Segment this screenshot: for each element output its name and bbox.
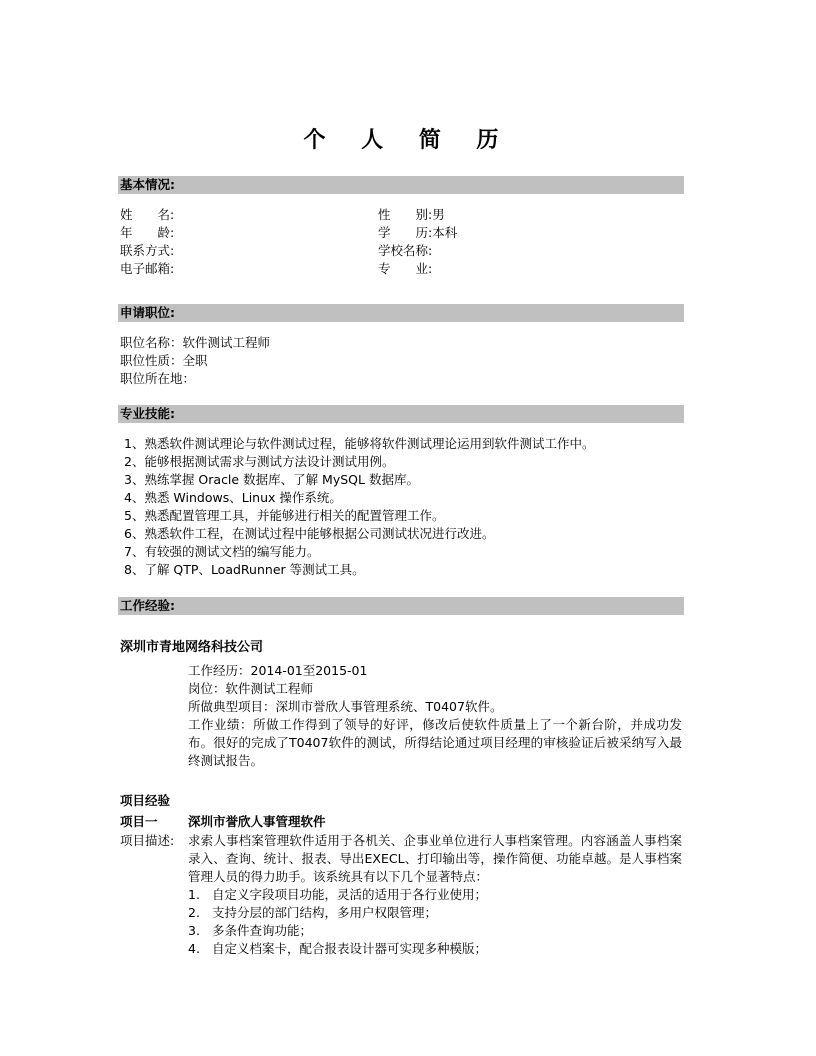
position-location: 职位所在地： [120, 371, 196, 386]
list-item [188, 940, 487, 958]
company-name: 深圳市青地网络科技公司 [120, 640, 264, 655]
list-item [188, 904, 487, 922]
project-label: 项目一 [120, 814, 158, 829]
field-value: 本科 [432, 225, 458, 240]
skill-item: 3、熟练掌握 Oracle 数据库、了解 MySQL 数据库。 [124, 472, 419, 487]
section-header-position: 申请职位: [118, 304, 684, 322]
skill-item: 6、熟悉软件工程，在测试过程中能够根据公司测试状况进行改进。 [124, 526, 495, 541]
list-number: 2. [188, 905, 200, 920]
list-item [188, 886, 487, 904]
skill-item: 7、有较强的测试文档的编写能力。 [124, 544, 320, 559]
field-label: 电子邮箱: [120, 261, 175, 276]
field-label: 姓 名: [120, 207, 175, 222]
list-number: 4. [188, 941, 200, 956]
work-project: 所做典型项目：深圳市誉欣人事管理系统、T0407软件。 [188, 699, 503, 714]
list-text: 自定义字段项目功能，灵活的适用于各行业使用； [212, 887, 488, 902]
project-description: 求索人事档案管理软件适用于各机关、企事业单位进行人事档案管理。内容涵盖人事档案录入、查询、统计、报表、导出EXECL、打印输出等，操作简便、功能卓越。是人事档案管理人员的得力助手。该系统具有以下几个显著特点： [188, 833, 682, 884]
field-name [120, 206, 174, 224]
skill-item: 2、能够根据测试需求与测试方法设计测试用例。 [124, 454, 395, 469]
skill-item: 8、了解 QTP、LoadRunner 等测试工具。 [124, 562, 365, 577]
resume-title: 个 人 简 历 [303, 127, 513, 153]
field-label: 专 业: [378, 261, 433, 276]
list-number: 3. [188, 923, 200, 938]
list-text: 多条件查询功能； [212, 923, 313, 938]
field-label: 性 别: [378, 207, 433, 222]
field-school [378, 242, 432, 260]
skill-item: 4、熟悉 Windows、Linux 操作系统。 [124, 490, 342, 505]
field-label: 学 历: [378, 225, 433, 240]
field-education [378, 224, 457, 242]
field-label: 年 龄: [120, 225, 175, 240]
skill-item: 1、熟悉软件测试理论与软件测试过程，能够将软件测试理论运用到软件测试工作中。 [124, 436, 595, 451]
section-header-basic: 基本情况: [118, 176, 684, 194]
work-performance: 工作业绩：所做工作得到了领导的好评，修改后使软件质量上了一个新台阶，并成功发布。很好的完成了T0407软件的测试，所得结论通过项目经理的审核验证后被采纳写入最终测试报告。 [188, 717, 682, 768]
work-period: 工作经历：2014-01至2015-01 [188, 663, 368, 678]
projects-header: 项目经验 [120, 793, 171, 808]
project-desc-label: 项目描述: [120, 833, 175, 848]
field-email [120, 260, 174, 278]
skill-item: 5、熟悉配置管理工具，并能够进行相关的配置管理工作。 [124, 508, 445, 523]
feature-list [188, 886, 487, 958]
section-header-skills: 专业技能: [118, 405, 684, 423]
position-type: 职位性质：全职 [120, 353, 208, 368]
field-label: 联系方式: [120, 243, 175, 258]
list-text: 支持分层的部门结构，多用户权限管理； [212, 905, 438, 920]
position-title: 职位名称：软件测试工程师 [120, 335, 271, 350]
field-value: 男 [432, 207, 445, 222]
list-text: 自定义档案卡，配合报表设计器可实现多种模版； [212, 941, 488, 956]
project-name: 深圳市誉欣人事管理软件 [188, 814, 326, 829]
section-header-work: 工作经验: [118, 597, 684, 615]
field-contact [120, 242, 174, 260]
field-gender [378, 206, 445, 224]
field-label: 学校名称: [378, 243, 433, 258]
work-role: 岗位：软件测试工程师 [188, 681, 314, 696]
list-number: 1. [188, 887, 200, 902]
list-item [188, 922, 487, 940]
field-age [120, 224, 174, 242]
field-major [378, 260, 432, 278]
